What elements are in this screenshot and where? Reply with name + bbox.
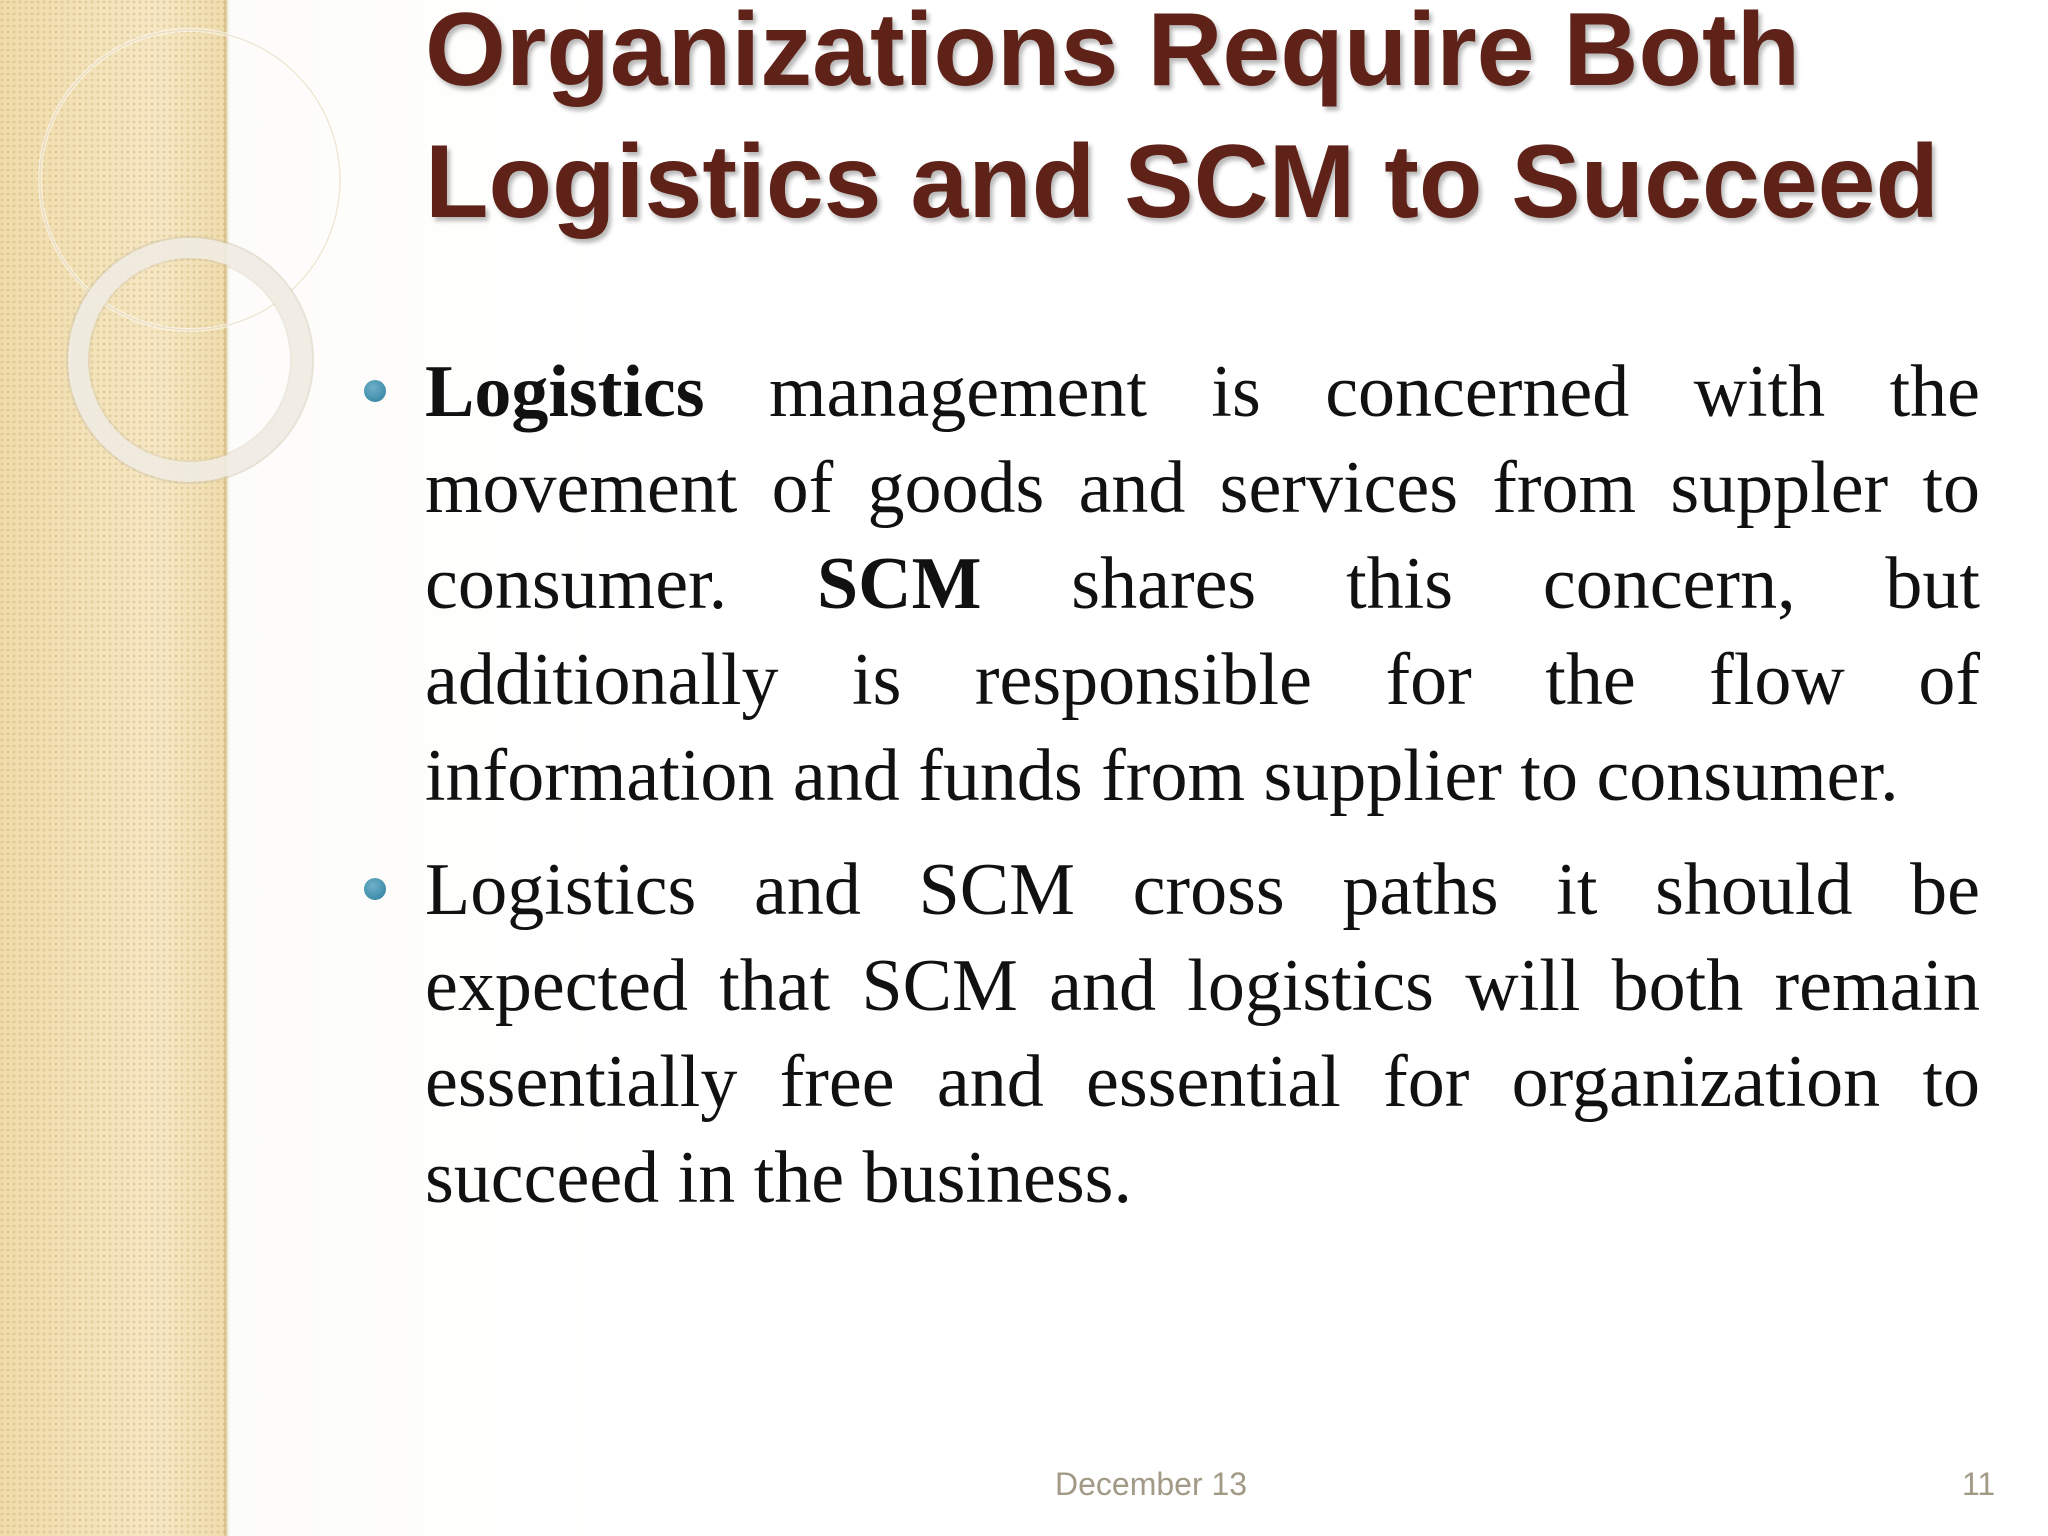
bullet-dot-icon	[364, 878, 386, 900]
bold-term-logistics: Logistics	[425, 351, 705, 433]
bullet-item-logistics-definition	[350, 344, 1980, 824]
slide-number: 11	[1962, 1466, 1996, 1502]
bullet-text-part: shares this concern, but additionally is responsible for the flow of information and funds from supplier to consumer.	[425, 543, 1980, 817]
bullet-text: Logistics and SCM cross paths it should be expected that SCM and logistics will both remain essentially free and essential for organization to succeed in the business.	[425, 849, 1980, 1219]
bullet-item-cross-paths	[350, 842, 1980, 1226]
decorative-rings	[0, 0, 400, 520]
bold-term-scm: SCM	[816, 543, 982, 625]
bullet-dot-icon	[364, 380, 386, 402]
slide-title: Organizations Require Both Logistics and SCM to Succeed	[425, 0, 1940, 240]
bullet-text-part: management is concerned with the movement of goods and services from suppler to consumer.	[425, 351, 1980, 625]
footer-date: December 13	[1055, 1466, 1248, 1502]
bullet-list	[350, 344, 1980, 1244]
